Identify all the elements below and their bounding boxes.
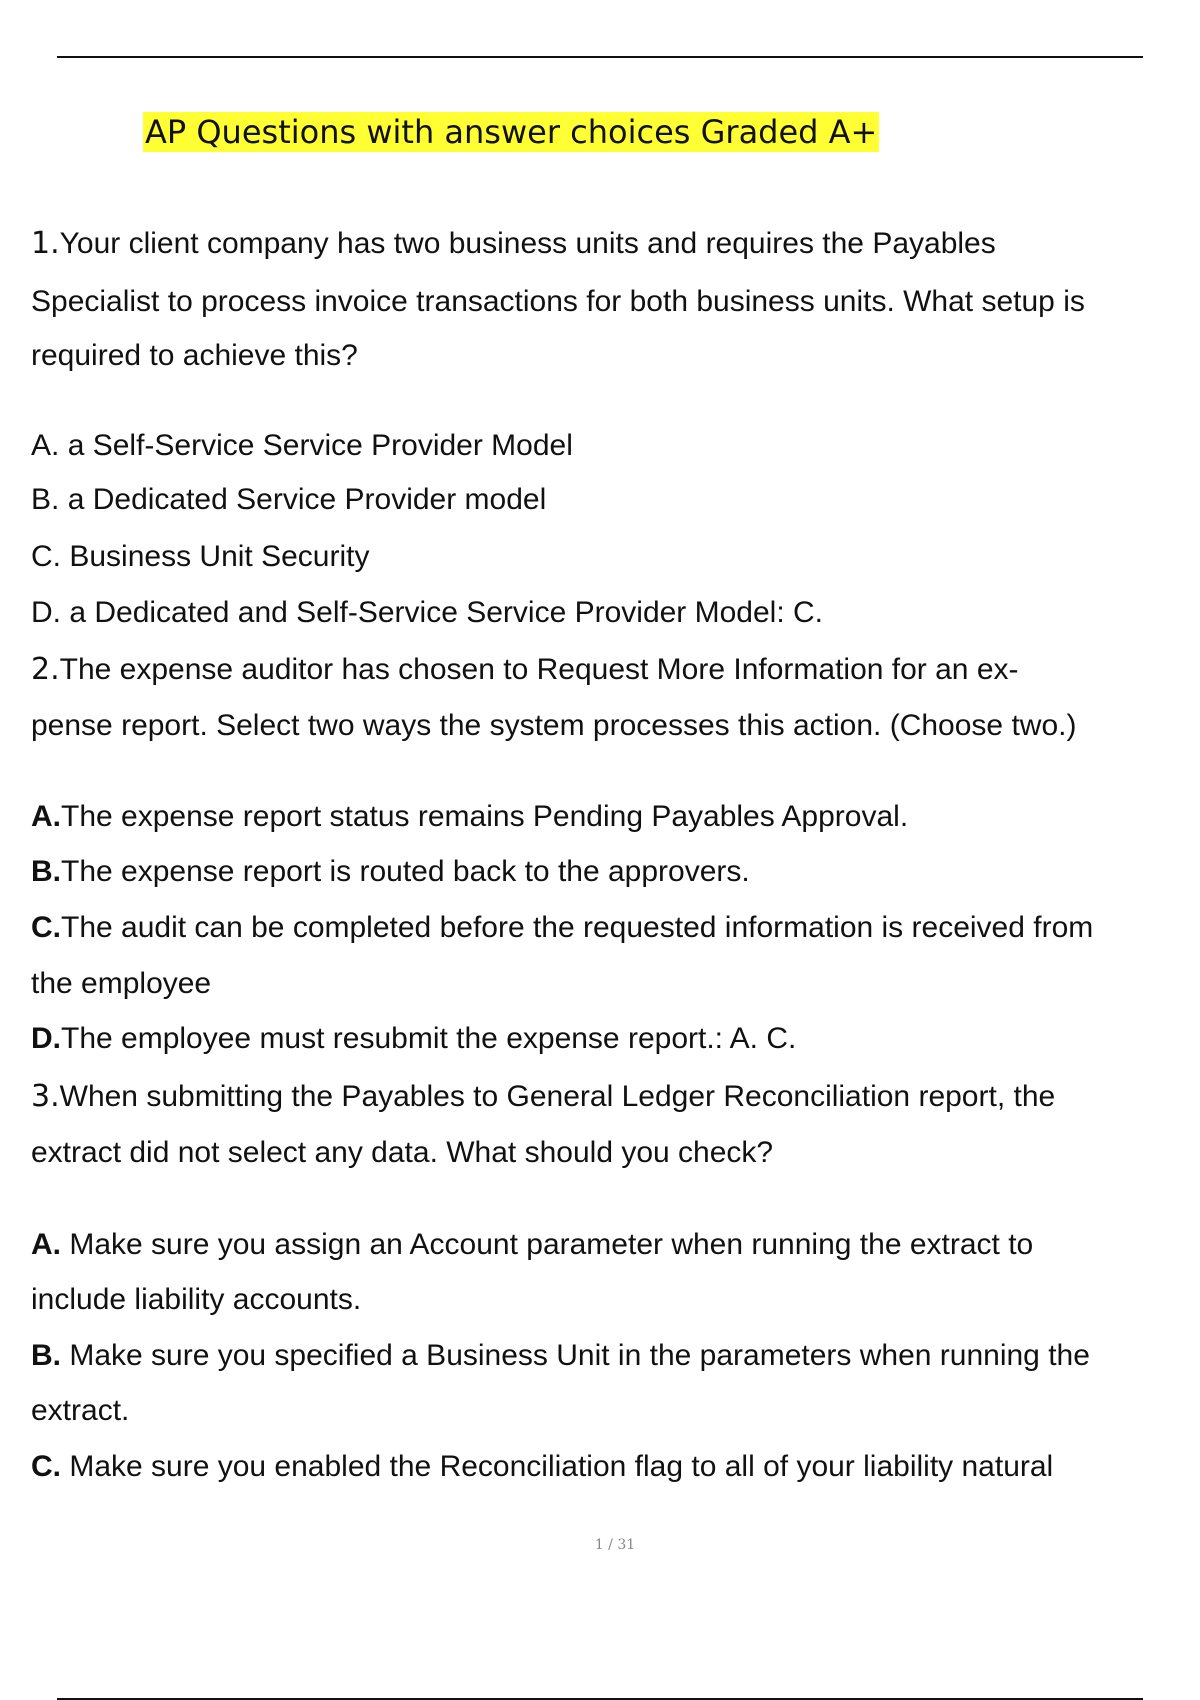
question-3-number: 3. (31, 1079, 60, 1114)
question-1-line-2: Specialist to process invoice transactions for both business units. What setup is (31, 285, 1085, 318)
question-3-choice-b-continued: extract. (31, 1394, 130, 1427)
question-2-choice-a: A.The expense report status remains Pending Payables Approval. (31, 800, 909, 833)
question-2-line-2: pense report. Select two ways the system processes this action. (Choose two.) (31, 709, 1077, 742)
document-title: AP Questions with answer choices Graded A+ (145, 113, 878, 151)
question-1-choice-c: C. Business Unit Security (31, 540, 370, 573)
question-3-choice-a: A. Make sure you assign an Account parameter when running the extract to (31, 1228, 1034, 1261)
question-3-line-1: 3.When submitting the Payables to General Ledger Reconciliation report, the (31, 1079, 1056, 1114)
top-rule (57, 56, 1143, 58)
question-1-line-1: 1.Your client company has two business units and requires the Payables (31, 226, 996, 261)
question-3-choice-b: B. Make sure you specified a Business Unit in the parameters when running the (31, 1339, 1090, 1372)
question-2-line-1: 2.The expense auditor has chosen to Request More Information for an ex- (31, 652, 1019, 687)
question-1-number: 1. (31, 226, 60, 261)
question-3-choice-c: C. Make sure you enabled the Reconciliation flag to all of your liability natural (31, 1450, 1054, 1483)
question-1-choice-b: B. a Dedicated Service Provider model (31, 483, 547, 516)
question-3-line-2: extract did not select any data. What should you check? (31, 1136, 774, 1169)
question-2-number: 2. (31, 652, 60, 687)
question-2-choice-c-continued: the employee (31, 967, 212, 1000)
question-3-choice-a-continued: include liability accounts. (31, 1283, 362, 1316)
question-2-choice-d: D.The employee must resubmit the expense report.: A. C. (31, 1022, 797, 1055)
question-2-choice-b: B.The expense report is routed back to the approvers. (31, 855, 750, 888)
question-1-choice-a: A. a Self-Service Service Provider Model (31, 429, 573, 462)
question-2-choice-c: C.The audit can be completed before the requested information is received from (31, 911, 1094, 944)
page-number: 1 / 31 (594, 1537, 636, 1553)
question-1-line-3: required to achieve this? (31, 339, 358, 372)
question-1-choice-d: D. a Dedicated and Self-Service Service Provider Model: C. (31, 596, 824, 629)
